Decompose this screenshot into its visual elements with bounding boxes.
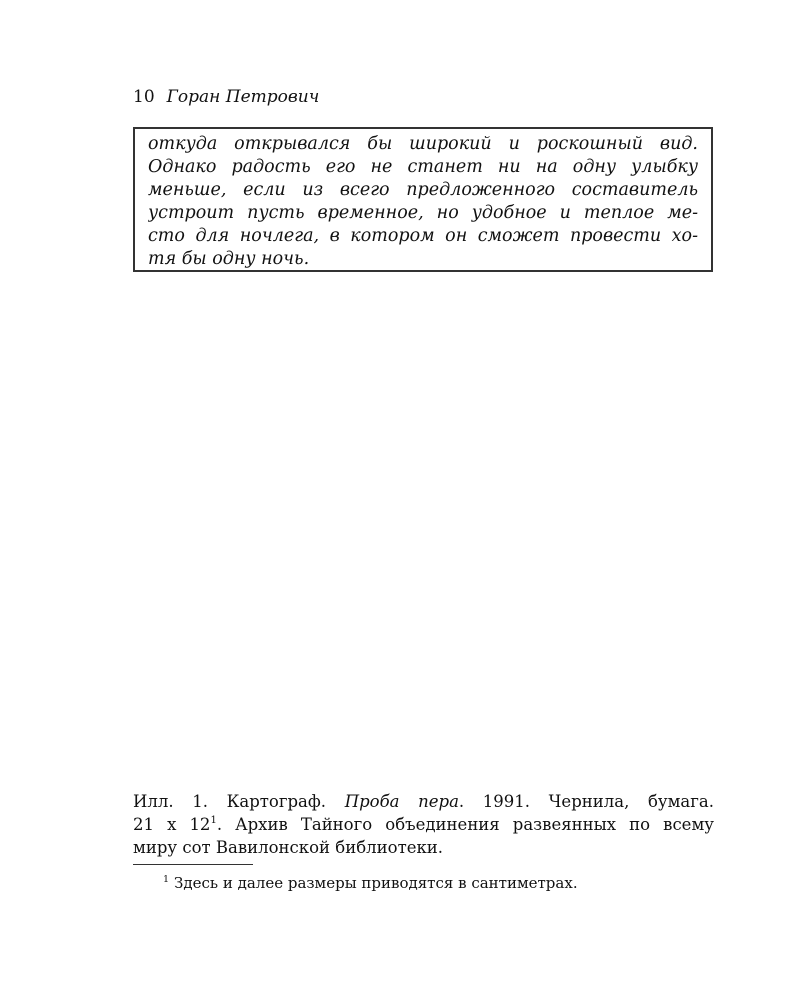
caption-prefix: Илл. 1. Картограф. [133, 792, 327, 811]
running-head-author: Горан Петрович [166, 87, 320, 107]
footnote [163, 873, 578, 893]
caption-dimensions: 21 x 12 [133, 815, 211, 834]
quote-line: откуда открывался бы широкий и роскошный вид. [148, 134, 698, 154]
page-number: 10 [133, 87, 155, 107]
caption-line [133, 813, 714, 836]
footnote-text: Здесь и далее размеры приводятся в сантиметрах. [174, 874, 578, 892]
quote-line: сто для ночлега, в котором он сможет провести хо- [148, 226, 698, 246]
caption-line: миру сот Вавилонской библиотеки. [133, 838, 444, 857]
footnote-reference[interactable]: 1 [210, 815, 217, 826]
caption-line [133, 790, 714, 813]
caption-details: . 1991. Чернила, бумага. [458, 792, 714, 811]
running-head [133, 86, 319, 108]
quote-line: Однако радость его не станет ни на одну улыбку [148, 157, 698, 177]
quote-line: меньше, если из всего предложенного составитель [148, 180, 698, 200]
caption-work-title: Проба пера [344, 792, 459, 811]
footnote-marker: 1 [163, 874, 170, 885]
caption-archive: . Архив Тайного объединения развеянных по всему [216, 815, 714, 834]
boxed-quote [133, 127, 713, 272]
footnote-rule [133, 864, 253, 865]
quote-line: устроит пусть временное, но удобное и теплое ме- [148, 203, 698, 223]
illustration-caption [133, 790, 714, 859]
quote-line: тя бы одну ночь. [148, 249, 310, 269]
